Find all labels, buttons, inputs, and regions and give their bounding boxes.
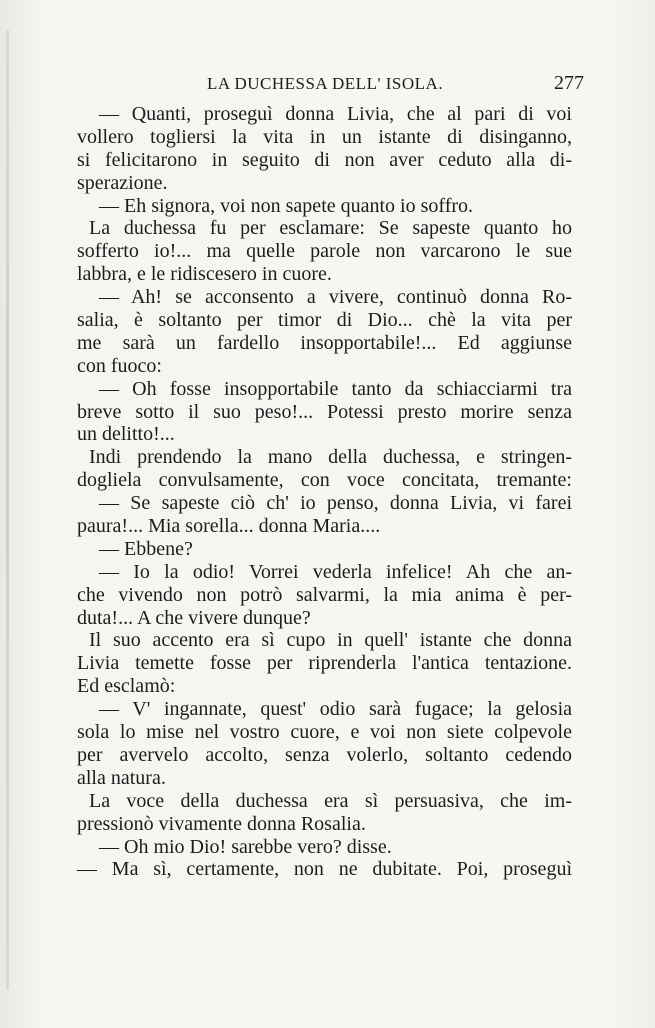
text-line: — Oh mio Dio! sarebbe vero? disse. xyxy=(99,835,392,858)
text-line: — Io la odio! Vorrei vederla infelice! Ah che an- xyxy=(99,560,572,583)
text-line: paura!... Mia sorella... donna Maria.... xyxy=(77,515,381,538)
text-line: vollero togliersi la vita in un istante di disinganno, xyxy=(77,125,572,148)
text-line: salia, è soltanto per timor di Dio... chè la vita per xyxy=(77,309,572,332)
text-line: si felicitarono in seguito di non aver ceduto alla di- xyxy=(77,148,572,171)
text-line: Il suo accento era sì cupo in quell' istante che donna xyxy=(89,629,572,652)
text-line: alla natura. xyxy=(77,766,166,789)
text-line: — V' ingannate, quest' odio sarà fugace; la gelosia xyxy=(99,698,572,721)
text-line: — Ebbene? xyxy=(99,537,193,560)
text-line: — Quanti, proseguì donna Livia, che al pari di voi xyxy=(99,103,572,125)
text-line: — Ah! se acconsento a vivere, continuò donna Ro- xyxy=(99,286,572,309)
text-line: sola lo mise nel vostro cuore, e voi non siete colpevole xyxy=(77,721,572,744)
text-line: — Se sapeste ciò ch' io penso, donna Livia, vi farei xyxy=(99,492,572,515)
text-line: per avervelo accolto, senza volerlo, soltanto cedendo xyxy=(77,743,572,766)
text-line: Indi prendendo la mano della duchessa, e stringen- xyxy=(89,446,572,469)
page-gutter-shadow xyxy=(6,30,9,990)
text-line: La duchessa fu per esclamare: Se sapeste quanto ho xyxy=(89,217,572,240)
text-line: labbra, e le ridiscesero in cuore. xyxy=(77,263,332,286)
text-line: me sarà un fardello insopportabile!... Ed aggiunse xyxy=(77,331,572,354)
text-line: Ed esclamò: xyxy=(77,675,176,698)
text-line: — Oh fosse insopportabile tanto da schiacciarmi tra xyxy=(99,377,572,400)
text-line: che vivendo non potrò salvarmi, la mia anima è per- xyxy=(77,583,572,606)
text-line: La voce della duchessa era sì persuasiva, che im- xyxy=(89,789,572,812)
text-line: duta!... A che vivere dunque? xyxy=(77,606,311,629)
text-line: breve sotto il suo peso!... Potessi presto morire senza xyxy=(77,400,572,423)
body-text xyxy=(77,103,572,881)
text-line: sperazione. xyxy=(77,171,168,194)
text-line: sofferto io!... ma quelle parole non varcarono le sue xyxy=(77,240,572,263)
text-line: Livia temette fosse per riprenderla l'antica tentazione. xyxy=(77,652,572,675)
page-header xyxy=(77,70,584,100)
text-line: — Eh signora, voi non sapete quanto io soffro. xyxy=(99,194,474,217)
text-line: un delitto!... xyxy=(77,423,175,446)
text-line: pressionò vivamente donna Rosalia. xyxy=(77,812,366,835)
text-line: — Ma sì, certamente, non ne dubitate. Poi, proseguì xyxy=(77,858,572,881)
text-line: dogliela convulsamente, con voce concitata, tremante: xyxy=(77,469,572,492)
running-title: LA DUCHESSA DELL' ISOLA. xyxy=(207,74,444,93)
text-line: con fuoco: xyxy=(77,354,162,377)
page-number: 277 xyxy=(554,72,584,94)
